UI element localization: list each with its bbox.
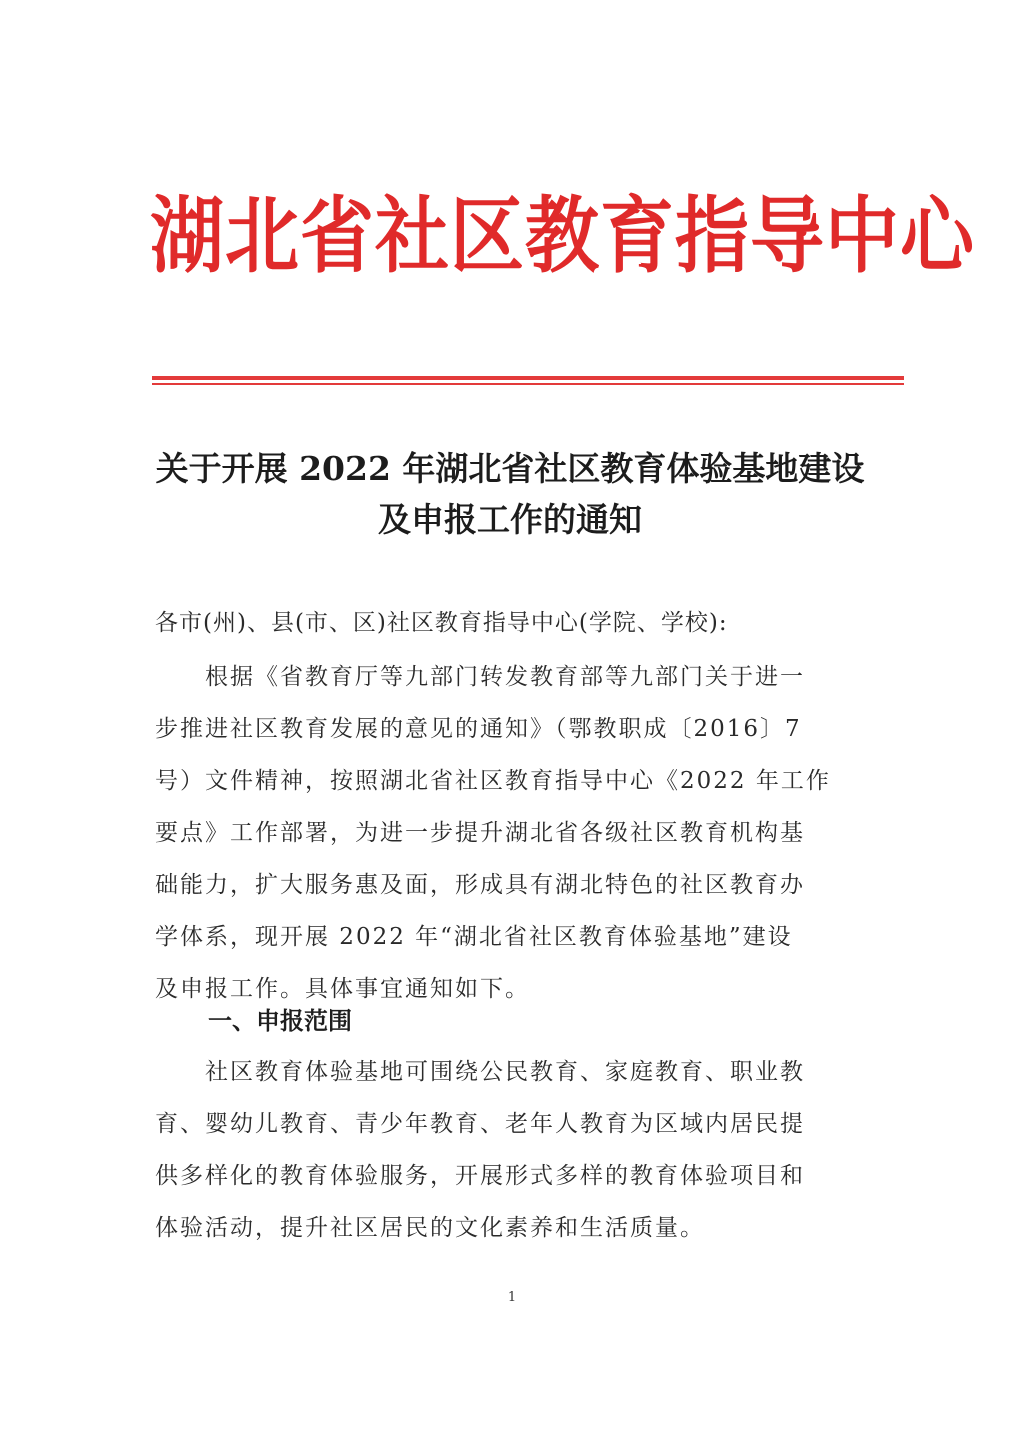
paragraph-2-line: 体验活动，提升社区居民的文化素养和生活质量。 bbox=[155, 1215, 705, 1241]
paragraph-2-line: 社区教育体验基地可围绕公民教育、家庭教育、职业教 bbox=[155, 1059, 805, 1085]
paragraph-1 bbox=[155, 660, 867, 1024]
document-title-line-1: 关于开展 2022 年湖北省社区教育体验基地建设 bbox=[155, 449, 865, 488]
document-title-line-2: 及申报工作的通知 bbox=[378, 500, 642, 539]
header-rule-thin bbox=[152, 383, 904, 385]
paragraph-1-line: 学体系，现开展 2022 年“湖北省社区教育体验基地”建设 bbox=[155, 924, 793, 950]
paragraph-1-line: 号）文件精神，按照湖北省社区教育指导中心《2022 年工作 bbox=[155, 768, 831, 794]
header-rule-thick bbox=[152, 376, 904, 380]
paragraph-1-line: 根据《省教育厅等九部门转发教育部等九部门关于进一 bbox=[155, 664, 805, 690]
page-number: 1 bbox=[507, 1290, 517, 1305]
paragraph-1-line: 及申报工作。具体事宜通知如下。 bbox=[155, 976, 530, 1002]
paragraph-1-line: 步推进社区教育发展的意见的通知》（鄂教职成〔2016〕7 bbox=[155, 716, 802, 742]
paragraph-2 bbox=[155, 1055, 867, 1263]
paragraph-1-line: 础能力，扩大服务惠及面，形成具有湖北特色的社区教育办 bbox=[155, 872, 805, 898]
org-header: 湖北省社区教育指导中心 bbox=[150, 188, 975, 285]
addressee: 各市(州)、县(市、区)社区教育指导中心(学院、学校): bbox=[155, 610, 728, 636]
paragraph-2-line: 育、婴幼儿教育、青少年教育、老年人教育为区域内居民提 bbox=[155, 1111, 805, 1137]
section-1-heading: 一、申报范围 bbox=[208, 1007, 352, 1035]
paragraph-2-line: 供多样化的教育体验服务，开展形式多样的教育体验项目和 bbox=[155, 1163, 805, 1189]
paragraph-1-line: 要点》工作部署，为进一步提升湖北省各级社区教育机构基 bbox=[155, 820, 805, 846]
